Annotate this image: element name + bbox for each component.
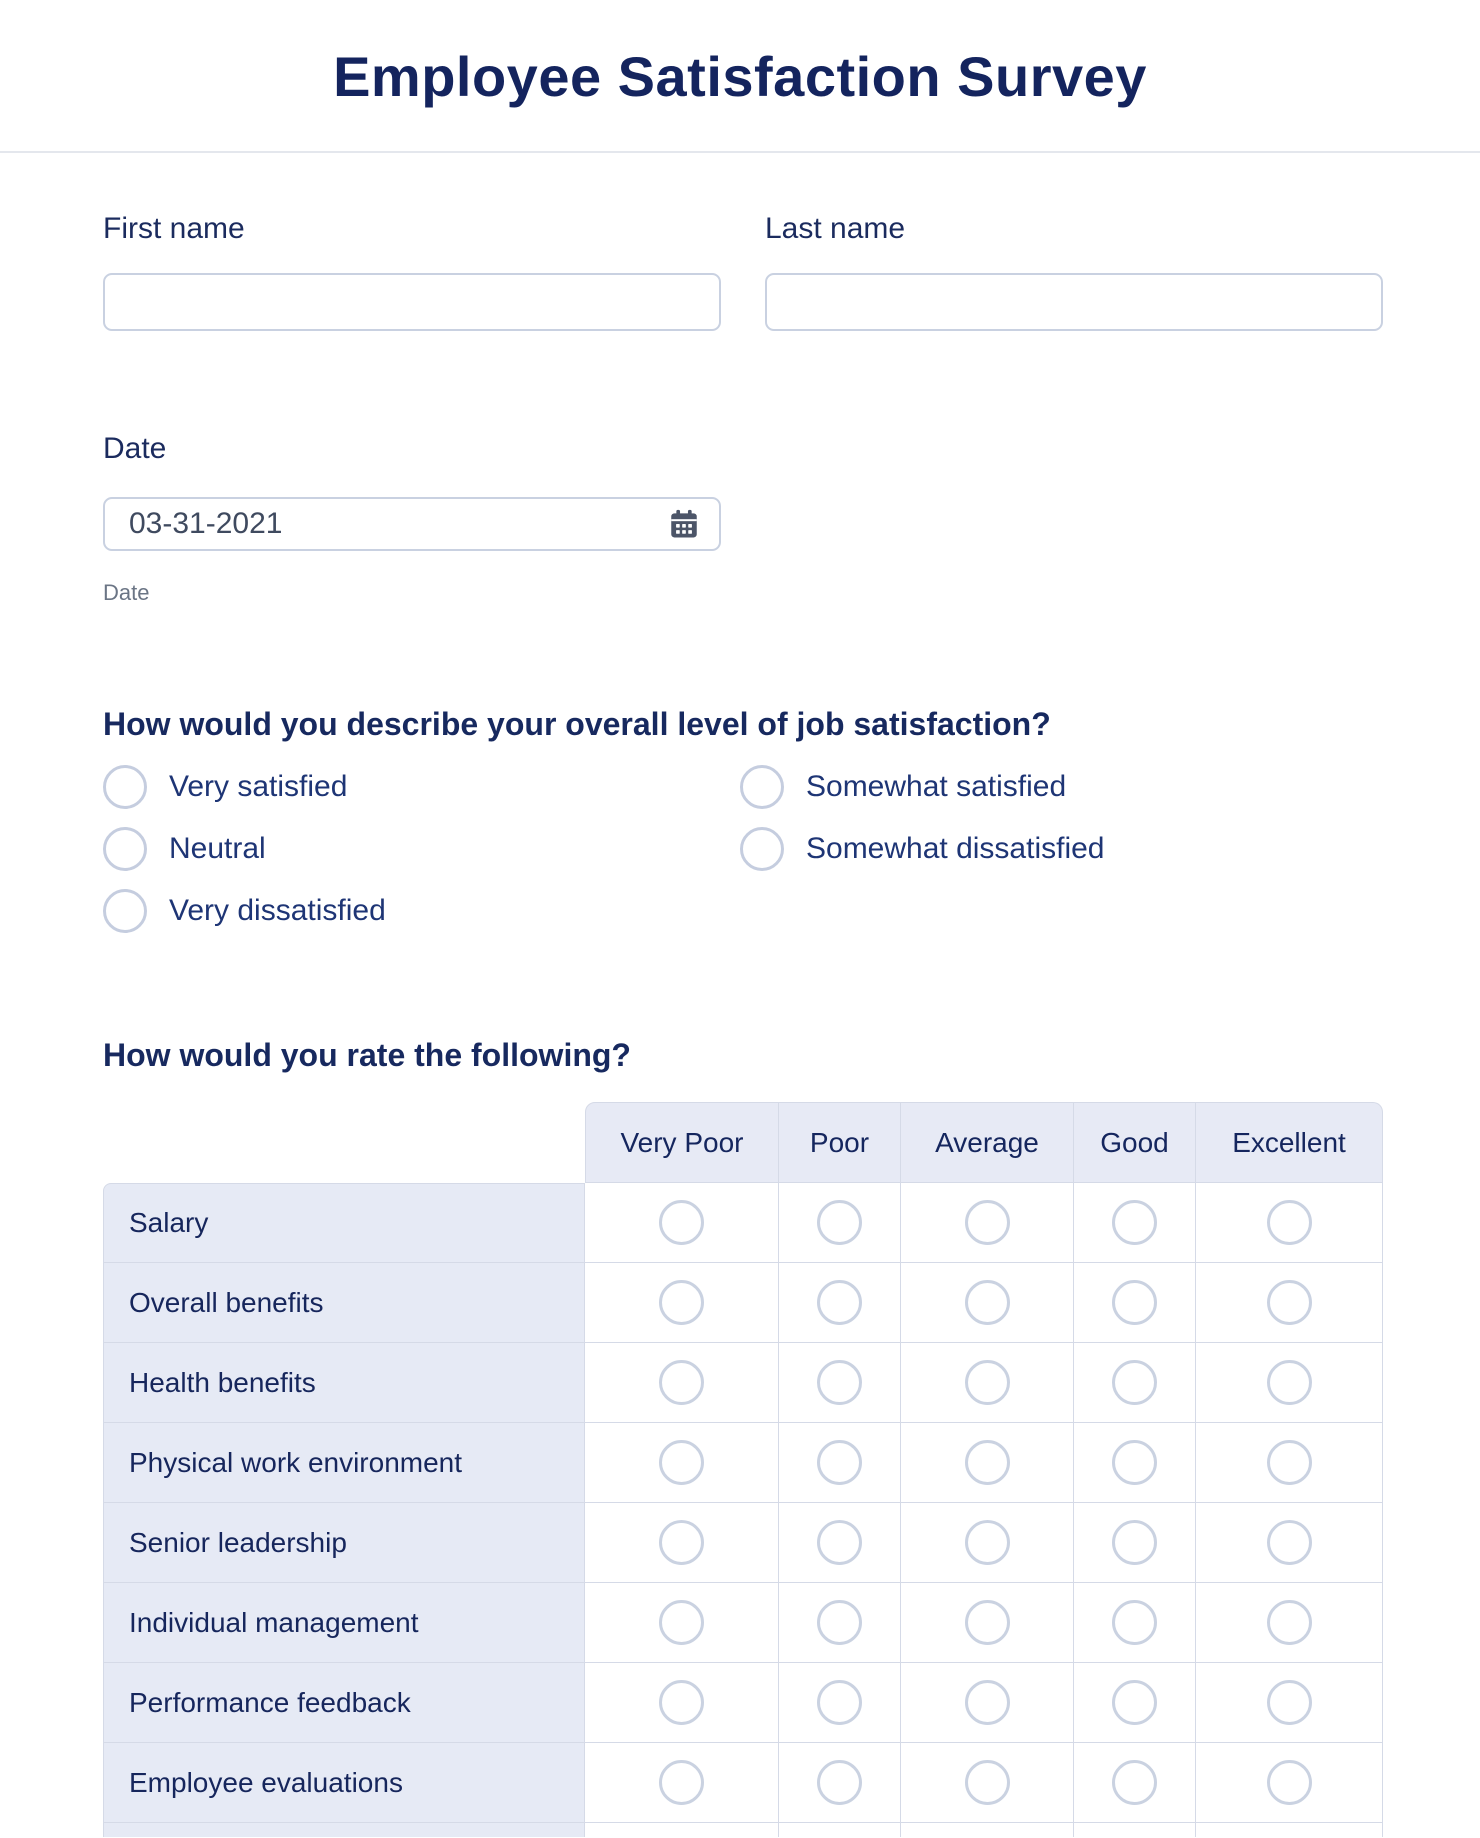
survey-form (103, 211, 1383, 1837)
radio-button[interactable] (659, 1280, 704, 1325)
matrix-radio-cell[interactable] (779, 1503, 901, 1583)
radio-button[interactable] (965, 1520, 1010, 1565)
radio-button[interactable] (1112, 1360, 1157, 1405)
job-satisfaction-question (103, 704, 1383, 942)
matrix-radio-cell[interactable] (1196, 1423, 1383, 1503)
radio-button[interactable] (103, 889, 147, 933)
matrix-row-label: Senior leadership (103, 1503, 585, 1583)
matrix-radio-cell[interactable] (585, 1263, 779, 1343)
radio-button[interactable] (817, 1600, 862, 1645)
matrix-row-label: Performance feedback (103, 1663, 585, 1743)
matrix-radio-cell[interactable] (585, 1503, 779, 1583)
matrix-radio-cell[interactable] (901, 1583, 1074, 1663)
matrix-radio-cell[interactable] (901, 1823, 1074, 1837)
matrix-radio-cell[interactable] (901, 1343, 1074, 1423)
matrix-radio-cell[interactable] (1196, 1343, 1383, 1423)
matrix-radio-cell[interactable] (1074, 1343, 1196, 1423)
matrix-column-header: Poor (779, 1102, 901, 1183)
radio-button[interactable] (817, 1360, 862, 1405)
radio-button[interactable] (965, 1760, 1010, 1805)
matrix-radio-cell[interactable] (901, 1503, 1074, 1583)
first-name-input[interactable] (103, 273, 721, 331)
matrix-column-header: Average (901, 1102, 1074, 1183)
radio-button[interactable] (1267, 1520, 1312, 1565)
question-text: How would you rate the following? (103, 1037, 631, 1073)
matrix-row-label: Physical work environment (103, 1423, 585, 1503)
radio-button[interactable] (965, 1360, 1010, 1405)
matrix-radio-cell[interactable] (1074, 1663, 1196, 1743)
matrix-radio-cell[interactable] (1074, 1503, 1196, 1583)
radio-button[interactable] (1267, 1440, 1312, 1485)
matrix-radio-cell[interactable] (779, 1743, 901, 1823)
matrix-radio-cell[interactable] (585, 1823, 779, 1837)
question-text: How would you describe your overall level of job satisfaction? (103, 706, 1051, 742)
matrix-radio-cell[interactable] (779, 1823, 901, 1837)
radio-button[interactable] (965, 1600, 1010, 1645)
matrix-row-label: Health benefits (103, 1343, 585, 1423)
matrix-radio-cell[interactable] (779, 1183, 901, 1263)
matrix-radio-cell[interactable] (585, 1423, 779, 1503)
radio-button[interactable] (740, 827, 784, 871)
matrix-row-label: Overall benefits (103, 1263, 585, 1343)
matrix-radio-cell[interactable] (1196, 1743, 1383, 1823)
matrix-radio-cell[interactable] (585, 1183, 779, 1263)
matrix-radio-cell[interactable] (1196, 1583, 1383, 1663)
name-fields-row (103, 211, 1383, 331)
radio-option[interactable] (740, 827, 1383, 871)
radio-button[interactable] (817, 1280, 862, 1325)
radio-button[interactable] (103, 765, 147, 809)
matrix-corner-spacer (103, 1102, 585, 1183)
radio-button[interactable] (1267, 1680, 1312, 1725)
radio-button[interactable] (817, 1680, 862, 1725)
radio-button[interactable] (1112, 1280, 1157, 1325)
radio-button[interactable] (1112, 1200, 1157, 1245)
radio-button[interactable] (965, 1200, 1010, 1245)
matrix-radio-cell[interactable] (585, 1743, 779, 1823)
radio-option[interactable] (103, 889, 740, 933)
matrix-row-label: Individual management (103, 1583, 585, 1663)
matrix-radio-cell[interactable] (901, 1423, 1074, 1503)
radio-button[interactable] (1267, 1280, 1312, 1325)
matrix-radio-cell[interactable] (779, 1263, 901, 1343)
radio-button[interactable] (1267, 1360, 1312, 1405)
matrix-radio-cell[interactable] (1196, 1263, 1383, 1343)
matrix-radio-cell[interactable] (585, 1583, 779, 1663)
radio-option[interactable] (103, 827, 740, 871)
radio-button[interactable] (659, 1760, 704, 1805)
radio-button[interactable] (817, 1440, 862, 1485)
radio-option-label: Neutral (169, 832, 266, 865)
first-name-label: First name (103, 212, 245, 245)
date-input[interactable] (103, 497, 721, 551)
matrix-radio-cell[interactable] (585, 1663, 779, 1743)
page-header (0, 0, 1480, 153)
radio-button[interactable] (659, 1440, 704, 1485)
matrix-radio-cell[interactable] (1196, 1503, 1383, 1583)
matrix-row-label: Employee evaluations (103, 1743, 585, 1823)
matrix-radio-cell[interactable] (901, 1743, 1074, 1823)
radio-button[interactable] (1112, 1520, 1157, 1565)
matrix-column-header: Good (1074, 1102, 1196, 1183)
matrix-radio-cell[interactable] (779, 1423, 901, 1503)
last-name-label: Last name (765, 212, 906, 245)
matrix-radio-cell[interactable] (1074, 1823, 1196, 1837)
radio-option[interactable] (103, 765, 740, 809)
radio-button[interactable] (817, 1760, 862, 1805)
radio-button[interactable] (659, 1360, 704, 1405)
radio-button[interactable] (740, 765, 784, 809)
matrix-radio-cell[interactable] (901, 1183, 1074, 1263)
radio-option-label: Somewhat satisfied (806, 770, 1067, 803)
matrix-column-header: Excellent (1196, 1102, 1383, 1183)
rating-matrix-question (103, 1035, 1383, 1837)
matrix-radio-cell[interactable] (779, 1583, 901, 1663)
matrix-radio-cell[interactable] (1196, 1823, 1383, 1837)
matrix-radio-cell[interactable] (779, 1343, 901, 1423)
radio-button[interactable] (817, 1520, 862, 1565)
radio-button[interactable] (1112, 1440, 1157, 1485)
page-title: Employee Satisfaction Survey (333, 45, 1147, 108)
last-name-field (765, 211, 1383, 331)
radio-button[interactable] (659, 1520, 704, 1565)
radio-button[interactable] (1112, 1760, 1157, 1805)
matrix-row-label (103, 1823, 585, 1837)
matrix-radio-cell[interactable] (779, 1663, 901, 1743)
last-name-input[interactable] (765, 273, 1383, 331)
rating-matrix-table (103, 1102, 1383, 1837)
matrix-radio-cell[interactable] (1074, 1583, 1196, 1663)
radio-button[interactable] (659, 1200, 704, 1245)
date-label: Date (103, 432, 167, 465)
matrix-row-label: Salary (103, 1183, 585, 1263)
radio-button[interactable] (965, 1680, 1010, 1725)
radio-button[interactable] (659, 1680, 704, 1725)
matrix-column-header: Very Poor (585, 1102, 779, 1183)
radio-option-label: Very dissatisfied (169, 894, 386, 927)
matrix-radio-cell[interactable] (1196, 1663, 1383, 1743)
matrix-radio-cell[interactable] (585, 1343, 779, 1423)
matrix-radio-cell[interactable] (1074, 1263, 1196, 1343)
matrix-radio-cell[interactable] (901, 1663, 1074, 1743)
matrix-radio-cell[interactable] (901, 1263, 1074, 1343)
radio-button[interactable] (103, 827, 147, 871)
radio-button[interactable] (1267, 1760, 1312, 1805)
radio-button[interactable] (1267, 1200, 1312, 1245)
matrix-radio-cell[interactable] (1074, 1423, 1196, 1503)
radio-button[interactable] (965, 1280, 1010, 1325)
radio-option[interactable] (740, 765, 1383, 809)
radio-button[interactable] (1267, 1600, 1312, 1645)
radio-option-label: Somewhat dissatisfied (806, 832, 1105, 865)
radio-options-group (103, 756, 1383, 942)
radio-button[interactable] (1112, 1600, 1157, 1645)
date-hint: Date (103, 580, 150, 605)
first-name-field (103, 211, 721, 331)
radio-button[interactable] (817, 1200, 862, 1245)
matrix-radio-cell[interactable] (1074, 1743, 1196, 1823)
matrix-radio-cell[interactable] (1074, 1183, 1196, 1263)
radio-button[interactable] (659, 1600, 704, 1645)
date-field (103, 431, 1383, 606)
radio-option-label: Very satisfied (169, 770, 348, 803)
radio-button[interactable] (1112, 1680, 1157, 1725)
radio-button[interactable] (965, 1440, 1010, 1485)
matrix-radio-cell[interactable] (1196, 1183, 1383, 1263)
